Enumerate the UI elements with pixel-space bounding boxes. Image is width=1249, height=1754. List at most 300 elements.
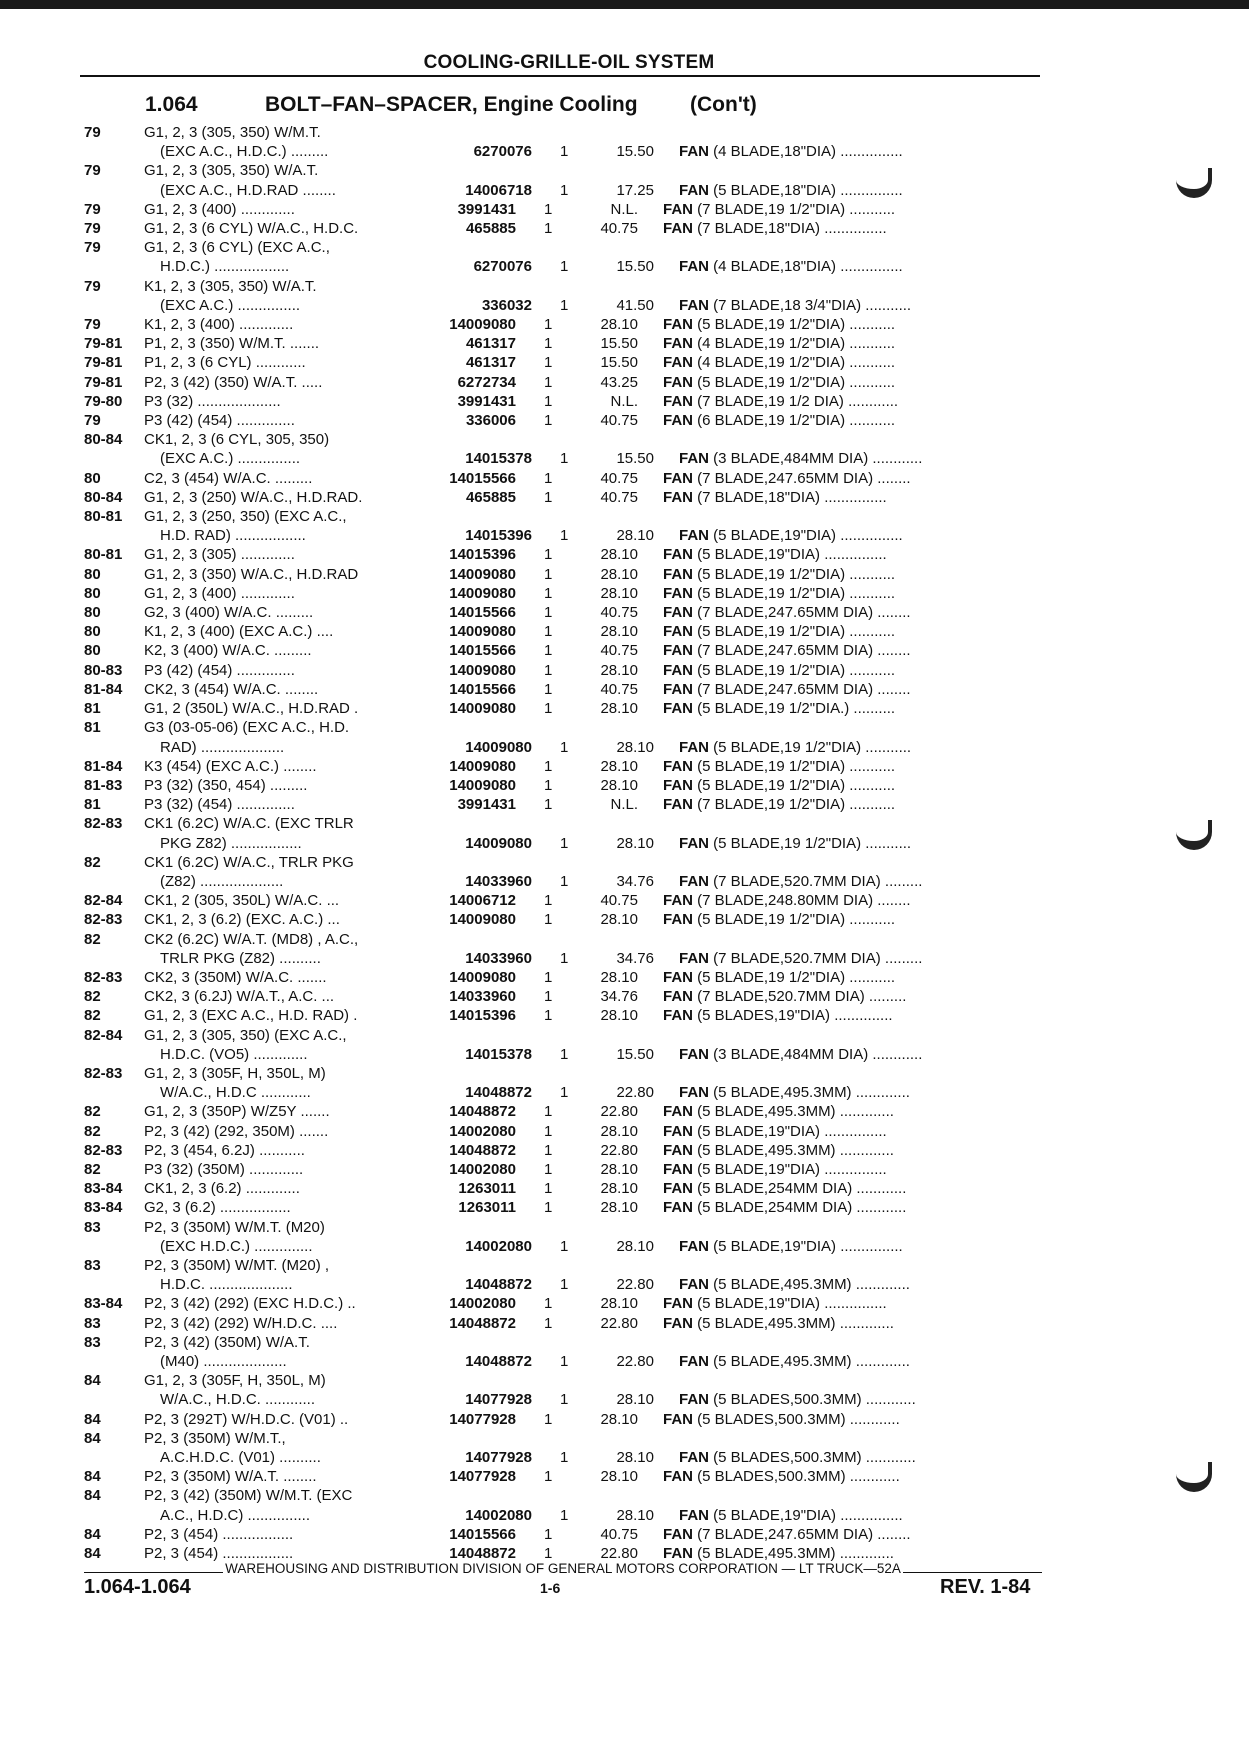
table-row [84, 853, 1064, 872]
price-cell: 34.76 [616, 872, 654, 890]
part-number-cell: 14002080 [465, 1237, 532, 1255]
application-cell: TRLR PKG (Z82) .......... [160, 949, 321, 967]
part-number-cell: 14009080 [449, 316, 516, 334]
application-cell: H.D.C. .................... [160, 1276, 293, 1294]
description-detail: (3 BLADE,484MM DIA) ............ [713, 450, 923, 468]
year-cell: 80-84 [84, 488, 123, 506]
quantity-cell: 1 [560, 834, 569, 852]
year-cell: 81 [84, 719, 101, 737]
table-row [84, 123, 1064, 142]
application-cell: G1, 2, 3 (305, 350) W/A.T. [144, 162, 319, 180]
description-cell [654, 1506, 1039, 1525]
year-cell: 82 [84, 1007, 101, 1025]
description-cell [654, 1275, 1039, 1294]
description-head: FAN [663, 1525, 693, 1543]
quantity-cell: 1 [544, 1525, 553, 1543]
year-cell: 80 [84, 584, 101, 602]
application-cell: P1, 2, 3 (6 CYL) ............ [144, 354, 306, 372]
application-cell: P1, 2, 3 (350) W/M.T. ....... [144, 335, 320, 353]
description-cell [654, 296, 1039, 315]
description-cell [638, 1429, 1023, 1448]
part-number-cell: 14015396 [465, 527, 532, 545]
description-detail: (5 BLADE,19"DIA) ............... [697, 1160, 887, 1178]
description-head: FAN [679, 1353, 709, 1370]
description-head: FAN [663, 700, 693, 718]
year-cell: 83 [84, 1333, 101, 1351]
price-cell: 43.25 [600, 373, 638, 391]
price-cell: N.L. [610, 392, 638, 410]
description-head: FAN [679, 527, 709, 545]
part-number-cell [431, 1026, 516, 1045]
table-row [84, 584, 1064, 603]
quantity-cell: 1 [560, 1353, 569, 1370]
part-number-cell: 14009080 [449, 757, 516, 775]
description-cell [638, 1026, 1023, 1045]
description-detail: (5 BLADES,500.3MM) ............ [697, 1468, 900, 1486]
part-number-cell: 14077928 [465, 1391, 532, 1409]
table-row [84, 334, 1064, 353]
table-row [84, 1467, 1064, 1486]
price-cell [574, 1026, 638, 1045]
description-cell [638, 622, 1023, 641]
table-row [84, 200, 1064, 219]
application-cell: (EXC A.C., H.D.C.) ......... [160, 143, 329, 161]
description-cell [638, 1371, 1023, 1390]
year-cell [84, 949, 144, 968]
table-row [84, 526, 1064, 545]
quantity-cell [516, 1026, 574, 1045]
quantity-cell: 1 [560, 872, 569, 890]
description-cell [638, 1102, 1023, 1121]
description-detail: (4 BLADE,18"DIA) ............... [713, 258, 903, 276]
part-number-cell [431, 853, 516, 872]
application-cell: CK1, 2, 3 (6.2) ............. [144, 1180, 300, 1198]
table-row [84, 949, 1064, 968]
year-cell: 81 [84, 796, 101, 814]
description-head: FAN [679, 1045, 709, 1063]
price-cell: N.L. [610, 796, 638, 814]
year-cell: 79 [84, 239, 101, 257]
part-number-cell: 461317 [465, 354, 516, 372]
description-head: FAN [663, 412, 693, 430]
description-detail: (5 BLADE,19 1/2"DIA) ........... [713, 834, 912, 852]
price-cell: 15.50 [600, 335, 638, 353]
table-row [84, 738, 1064, 757]
table-row [84, 987, 1064, 1006]
year-cell: 83-84 [84, 1295, 123, 1313]
description-cell [638, 353, 1023, 372]
binder-clip-mark [1176, 820, 1212, 850]
application-cell: (EXC H.D.C.) .............. [160, 1237, 313, 1255]
description-head: FAN [679, 296, 709, 314]
part-number-cell [431, 1064, 516, 1083]
price-cell: 41.50 [616, 296, 654, 314]
part-number-cell: 14077928 [449, 1410, 516, 1428]
year-cell: 80-83 [84, 661, 123, 679]
application-cell: G1, 2, 3 (305F, H, 350L, M) [144, 1372, 326, 1390]
application-cell: P2, 3 (42) (292) (EXC H.D.C.) .. [144, 1295, 356, 1313]
revision: REV. 1-84 [940, 1576, 1031, 1598]
footer-dash-right [903, 1572, 1042, 1573]
part-number-cell: 14015396 [449, 1007, 516, 1025]
table-row [84, 373, 1064, 392]
description-detail: (7 BLADE,18"DIA) ............... [697, 220, 887, 238]
description-detail: (5 BLADE,495.3MM) ............. [713, 1276, 910, 1294]
part-number-cell: 14048872 [465, 1084, 532, 1102]
part-number-cell: 14033960 [449, 988, 516, 1006]
part-number-cell: 14009080 [465, 738, 532, 756]
application-cell: K1, 2, 3 (400) (EXC A.C.) .... [144, 623, 334, 641]
price-cell: 40.75 [600, 412, 638, 430]
application-cell: G1, 2, 3 (350) W/A.C., H.D.RAD [144, 565, 359, 583]
application-cell: K1, 2, 3 (400) ............. [144, 316, 294, 334]
quantity-cell: 1 [544, 642, 553, 660]
description-detail: (7 BLADE,247.65MM DIA) ........ [697, 1525, 911, 1543]
description-cell [638, 1218, 1023, 1237]
year-cell: 79 [84, 316, 101, 334]
application-cell: (EXC A.C.) ............... [160, 450, 301, 468]
price-cell [574, 161, 638, 180]
year-cell: 82 [84, 853, 101, 871]
scan-top-edge [0, 0, 1249, 9]
quantity-cell: 1 [544, 546, 553, 564]
part-number-cell: 14015378 [465, 1045, 532, 1063]
part-number-cell: 14015566 [449, 469, 516, 487]
price-cell: 40.75 [600, 642, 638, 660]
table-row [84, 1256, 1064, 1275]
description-detail: (7 BLADE,19 1/2"DIA) ........... [697, 200, 896, 218]
application-cell: G1, 2, 3 (6 CYL) W/A.C., H.D.C. [144, 220, 359, 238]
quantity-cell [516, 930, 574, 949]
year-cell: 79 [84, 277, 101, 295]
part-number-cell [431, 1256, 516, 1275]
description-cell [638, 1525, 1023, 1544]
year-cell: 79 [84, 412, 101, 430]
price-cell [574, 814, 638, 833]
part-number-cell: 461317 [465, 335, 516, 353]
price-cell: 34.76 [616, 949, 654, 967]
quantity-cell [516, 1371, 574, 1390]
table-row [84, 891, 1064, 910]
application-cell: CK2, 3 (350M) W/A.C. ....... [144, 968, 327, 986]
price-cell: 15.50 [616, 1045, 654, 1063]
description-head: FAN [679, 1276, 709, 1294]
table-row [84, 507, 1064, 526]
application-cell: P2, 3 (42) (350) W/A.T. ..... [144, 373, 323, 391]
description-head: FAN [663, 642, 693, 660]
description-head: FAN [663, 1295, 693, 1313]
year-cell: 79 [84, 124, 101, 141]
quantity-cell: 1 [544, 335, 553, 353]
table-row [84, 142, 1064, 161]
description-head: FAN [663, 1199, 693, 1217]
year-cell: 84 [84, 1487, 101, 1505]
description-detail: (7 BLADE,18"DIA) ............... [697, 488, 887, 506]
description-head: FAN [663, 892, 693, 910]
price-cell: 28.10 [600, 565, 638, 583]
description-head: FAN [679, 738, 709, 756]
quantity-cell: 1 [544, 1122, 553, 1140]
table-row [84, 315, 1064, 334]
table-row [84, 1506, 1064, 1525]
table-row [84, 181, 1064, 200]
description-detail: (5 BLADE,19 1/2"DIA) ........... [697, 968, 896, 986]
header-rule [80, 75, 1040, 77]
price-cell: 22.80 [616, 1084, 654, 1102]
table-row [84, 430, 1064, 449]
description-cell [654, 1083, 1039, 1102]
price-cell: 40.75 [600, 469, 638, 487]
description-cell [638, 795, 1023, 814]
table-row [84, 219, 1064, 238]
price-cell: 15.50 [600, 354, 638, 372]
price-cell: 28.10 [600, 661, 638, 679]
part-number-cell: 14077928 [449, 1468, 516, 1486]
table-row [84, 603, 1064, 622]
continued-label: (Con't) [690, 93, 757, 116]
application-cell: P2, 3 (454) ................. [144, 1525, 294, 1543]
price-cell: 28.10 [600, 1295, 638, 1313]
description-detail: (7 BLADE,19 1/2 DIA) ............ [697, 392, 899, 410]
price-cell: 22.80 [600, 1314, 638, 1332]
price-cell: 28.10 [600, 757, 638, 775]
application-cell: G1, 2, 3 (250, 350) (EXC A.C., [144, 508, 347, 526]
part-number-cell [431, 161, 516, 180]
price-cell: 28.10 [600, 968, 638, 986]
table-row [84, 776, 1064, 795]
part-number-cell: 14009080 [449, 776, 516, 794]
quantity-cell: 1 [544, 565, 553, 583]
year-cell [84, 449, 144, 468]
price-cell: 22.80 [616, 1353, 654, 1370]
year-cell: 80 [84, 623, 101, 641]
table-row [84, 353, 1064, 372]
application-cell: K1, 2, 3 (305, 350) W/A.T. [144, 277, 317, 295]
table-row [84, 1026, 1064, 1045]
part-number-cell: 14048872 [449, 1314, 516, 1332]
description-detail: (5 BLADE,18"DIA) ............... [713, 181, 903, 199]
description-cell [638, 814, 1023, 833]
price-cell [574, 853, 638, 872]
year-cell: 82-83 [84, 815, 123, 833]
quantity-cell: 1 [560, 1506, 569, 1524]
description-detail: (6 BLADE,19 1/2"DIA) ........... [697, 412, 896, 430]
application-cell: CK2, 3 (6.2J) W/A.T., A.C. ... [144, 988, 335, 1006]
table-row [84, 622, 1064, 641]
quantity-cell [516, 238, 574, 257]
part-number-cell [431, 1429, 516, 1448]
quantity-cell: 1 [544, 661, 553, 679]
description-cell [638, 1467, 1023, 1486]
table-row [84, 1064, 1064, 1083]
description-head: FAN [663, 1160, 693, 1178]
price-cell [574, 123, 638, 142]
table-row [84, 1198, 1064, 1217]
description-head: FAN [679, 1449, 709, 1467]
part-number-cell: 14015396 [449, 546, 516, 564]
description-head: FAN [663, 988, 693, 1006]
quantity-cell: 1 [560, 738, 569, 756]
part-number-cell: 14009080 [449, 565, 516, 583]
description-cell [638, 757, 1023, 776]
description-cell [638, 1179, 1023, 1198]
quantity-cell [516, 430, 574, 449]
part-number-cell: 14015566 [449, 1525, 516, 1543]
table-row [84, 449, 1064, 468]
price-cell: N.L. [610, 200, 638, 218]
table-row [84, 1333, 1064, 1352]
description-cell [654, 142, 1039, 161]
year-cell: 79-81 [84, 373, 123, 391]
year-cell: 80-84 [84, 431, 123, 449]
table-row [84, 1141, 1064, 1160]
description-cell [638, 1333, 1023, 1352]
application-cell: P3 (32) .................... [144, 392, 281, 410]
part-number-cell: 14015566 [449, 680, 516, 698]
quantity-cell [516, 1064, 574, 1083]
description-detail: (5 BLADE,19 1/2"DIA) ........... [697, 316, 896, 334]
description-detail: (5 BLADE,19"DIA) ............... [713, 1506, 903, 1524]
description-detail: (7 BLADE,19 1/2"DIA) ........... [697, 796, 896, 814]
year-cell: 84 [84, 1545, 101, 1563]
price-cell: 28.10 [616, 527, 654, 545]
description-cell [638, 1141, 1023, 1160]
price-cell: 15.50 [616, 143, 654, 161]
description-cell [638, 277, 1023, 296]
description-cell [638, 968, 1023, 987]
quantity-cell [516, 123, 574, 142]
description-cell [638, 680, 1023, 699]
description-head: FAN [663, 776, 693, 794]
application-cell: RAD) .................... [160, 738, 285, 756]
year-cell: 82-83 [84, 968, 123, 986]
part-number-cell [431, 718, 516, 737]
year-cell: 79 [84, 200, 101, 218]
section-title: COOLING-GRILLE-OIL SYSTEM [423, 52, 715, 73]
description-cell [654, 526, 1039, 545]
part-number-cell [431, 277, 516, 296]
description-detail: (5 BLADE,495.3MM) ............. [697, 1545, 894, 1563]
description-cell [638, 1410, 1023, 1429]
application-cell: (EXC A.C.) ............... [160, 296, 301, 314]
quantity-cell: 1 [544, 316, 553, 334]
description-cell [638, 334, 1023, 353]
description-detail: (5 BLADE,19 1/2"DIA) ........... [697, 584, 896, 602]
description-detail: (7 BLADE,520.7MM DIA) ......... [713, 949, 923, 967]
price-cell: 28.10 [616, 834, 654, 852]
price-cell: 34.76 [600, 988, 638, 1006]
year-cell: 80-81 [84, 546, 123, 564]
quantity-cell: 1 [544, 1295, 553, 1313]
quantity-cell: 1 [544, 373, 553, 391]
quantity-cell [516, 814, 574, 833]
part-number-cell [431, 507, 516, 526]
price-cell: 40.75 [600, 680, 638, 698]
year-cell: 79-80 [84, 392, 123, 410]
application-cell: CK2 (6.2C) W/A.T. (MD8) , A.C., [144, 930, 359, 948]
description-detail: (4 BLADE,19 1/2"DIA) ........... [697, 354, 896, 372]
year-cell [84, 1045, 144, 1064]
table-row [84, 1294, 1064, 1313]
description-cell [638, 930, 1023, 949]
part-number-cell: 1263011 [458, 1180, 516, 1198]
application-cell: P3 (32) (454) .............. [144, 796, 295, 814]
description-detail: (5 BLADE,19 1/2"DIA.) .......... [697, 700, 896, 718]
description-cell [654, 738, 1039, 757]
price-cell [574, 1333, 638, 1352]
table-row [84, 834, 1064, 853]
price-cell: 15.50 [616, 258, 654, 276]
quantity-cell: 1 [544, 1103, 553, 1121]
application-cell: CK1, 2 (305, 350L) W/A.C. ... [144, 892, 340, 910]
description-head: FAN [663, 968, 693, 986]
description-head: FAN [663, 1545, 693, 1563]
description-cell [654, 1448, 1039, 1467]
footer-notice [84, 1561, 1042, 1576]
table-row [84, 795, 1064, 814]
description-detail: (5 BLADE,19 1/2"DIA) ........... [713, 738, 912, 756]
application-cell: CK1 (6.2C) W/A.C., TRLR PKG [144, 853, 354, 871]
application-cell: G2, 3 (400) W/A.C. ......... [144, 604, 314, 622]
application-cell: (M40) .................... [160, 1353, 287, 1370]
quantity-cell [516, 507, 574, 526]
year-cell: 79-81 [84, 335, 123, 353]
application-cell: P2, 3 (454, 6.2J) ........... [144, 1141, 305, 1159]
quantity-cell [516, 718, 574, 737]
application-cell: W/A.C., H.D.C ............ [160, 1084, 311, 1102]
description-detail: (5 BLADE,19 1/2"DIA) ........... [697, 757, 896, 775]
description-detail: (4 BLADE,19 1/2"DIA) ........... [697, 335, 896, 353]
table-row [84, 718, 1064, 737]
description-cell [638, 411, 1023, 430]
table-row [84, 1525, 1064, 1544]
quantity-cell: 1 [544, 1545, 553, 1563]
application-cell: P3 (32) (350, 454) ......... [144, 776, 308, 794]
page-range: 1.064-1.064 [84, 1576, 191, 1598]
application-cell: G1, 2, 3 (305, 350) (EXC A.C., [144, 1026, 347, 1044]
description-cell [638, 200, 1023, 219]
description-head: FAN [663, 1180, 693, 1198]
part-number-cell [431, 814, 516, 833]
application-cell: K2, 3 (400) W/A.C. ......... [144, 642, 312, 660]
description-cell [638, 1064, 1023, 1083]
price-cell: 28.10 [600, 1199, 638, 1217]
part-number-cell: 14048872 [449, 1141, 516, 1159]
price-cell: 28.10 [600, 1410, 638, 1428]
application-cell: CK1, 2, 3 (6.2) (EXC. A.C.) ... [144, 911, 340, 929]
year-cell [84, 296, 144, 315]
quantity-cell: 1 [560, 1084, 569, 1102]
year-cell: 82-83 [84, 1064, 123, 1082]
group-title: BOLT–FAN–SPACER, Engine Cooling [265, 93, 638, 116]
description-head: FAN [679, 1391, 709, 1409]
price-cell [574, 1064, 638, 1083]
description-cell [638, 373, 1023, 392]
table-row [84, 930, 1064, 949]
year-cell: 84 [84, 1429, 101, 1447]
quantity-cell: 1 [560, 296, 569, 314]
part-number-cell: 14048872 [449, 1545, 516, 1563]
quantity-cell: 1 [560, 450, 569, 468]
year-cell: 83 [84, 1218, 101, 1236]
part-number-cell: 14015378 [465, 450, 532, 468]
description-head: FAN [663, 1314, 693, 1332]
year-cell: 80 [84, 642, 101, 660]
price-cell: 28.10 [600, 700, 638, 718]
quantity-cell: 1 [544, 796, 553, 814]
application-cell: (Z82) .................... [160, 872, 284, 890]
application-cell: A.C., H.D.C) ............... [160, 1506, 311, 1524]
